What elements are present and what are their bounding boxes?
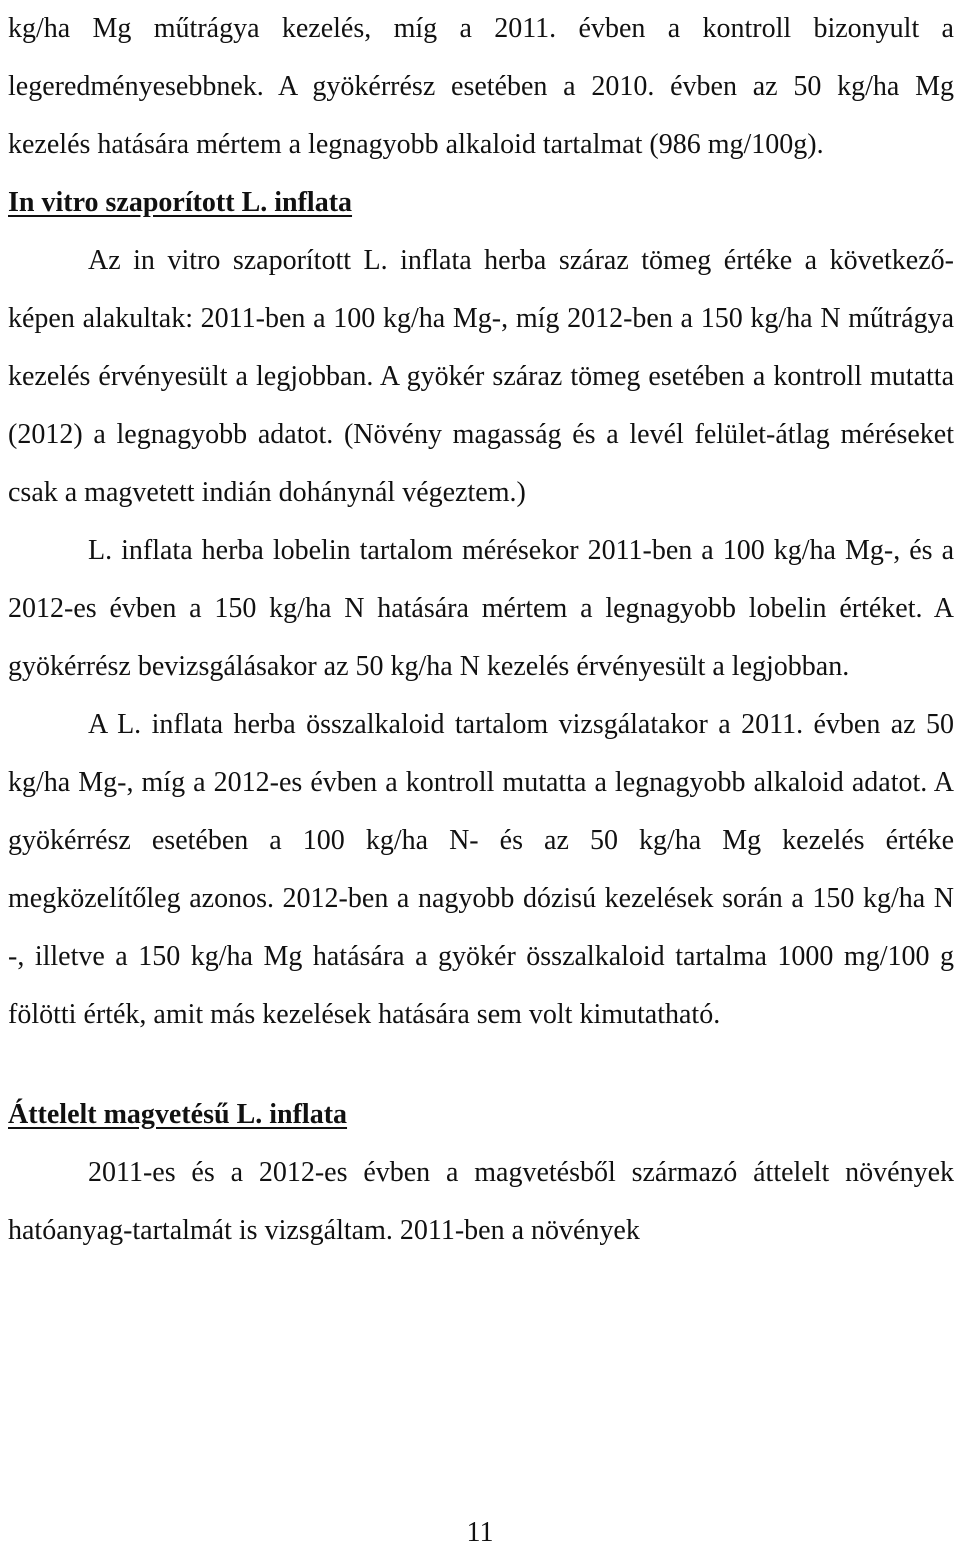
paragraph-transplanted: 2011-es és a 2012-es évben a magvetésből származó áttelelt növények hatóanyag-tartalmát is vizsgáltam. 2011-ben a növények bbox=[8, 1157, 954, 1246]
paragraph-intro: kg/ha Mg műtrágya kezelés, míg a 2011. évben a kontroll bizonyult a legeredményesebbnek. A gyökérrész esetében a 2010. évben az 50 kg/ha Mg kezelés hatására mértem a legnagyobb alkaloid tartalmat (986 mg/100g). bbox=[8, 13, 954, 160]
page-number: 11 bbox=[466, 1517, 494, 1548]
paragraph-total-alkaloid: A L. inflata herba összalkaloid tartalom vizsgálatakor a 2011. évben az 50 kg/ha Mg-, míg a 2012-es évben a kontroll mutatta a legnagyobb alkaloid adatot. A gyökérrész esetében a 100 kg/ha N- és az 50 kg/ha Mg kezelés értéke megközelítőleg azonos. 2012-ben a nagyobb dózisú kezelések során a 150 kg/ha N -, illetve a 150 kg/ha Mg hatására a gyökér összalkaloid tartalma 1000 mg/100 g fölötti érték, amit más kezelések hatására sem volt kimutatható. bbox=[8, 709, 954, 1030]
section-heading-in-vitro: In vitro szaporított L. inflata bbox=[8, 187, 353, 218]
paragraph-in-vitro-dry-mass: Az in vitro szaporított L. inflata herba száraz tömeg értéke a következő-képen alakultak: 2011-ben a 100 kg/ha Mg-, míg 2012-ben a 150 kg/ha N műtrágya kezelés érvényesült a legjobban. A gyökér száraz tömeg esetében a kontroll mutatta (2012) a legnagyobb adatot. (Növény magasság és a levél felület-átlag méréseket csak a magvetett indián dohánynál végeztem.) bbox=[8, 245, 954, 508]
document-page bbox=[8, 0, 954, 1260]
paragraph-lobelin: L. inflata herba lobelin tartalom mérésekor 2011-ben a 100 kg/ha Mg-, és a 2012-es évben a 150 kg/ha N hatására mértem a legnagyobb lobelin értéket. A gyökérrész bevizsgálásakor az 50 kg/ha N kezelés érvényesült a legjobban. bbox=[8, 535, 954, 682]
section-heading-transplanted: Áttelelt magvetésű L. inflata bbox=[8, 1099, 348, 1130]
